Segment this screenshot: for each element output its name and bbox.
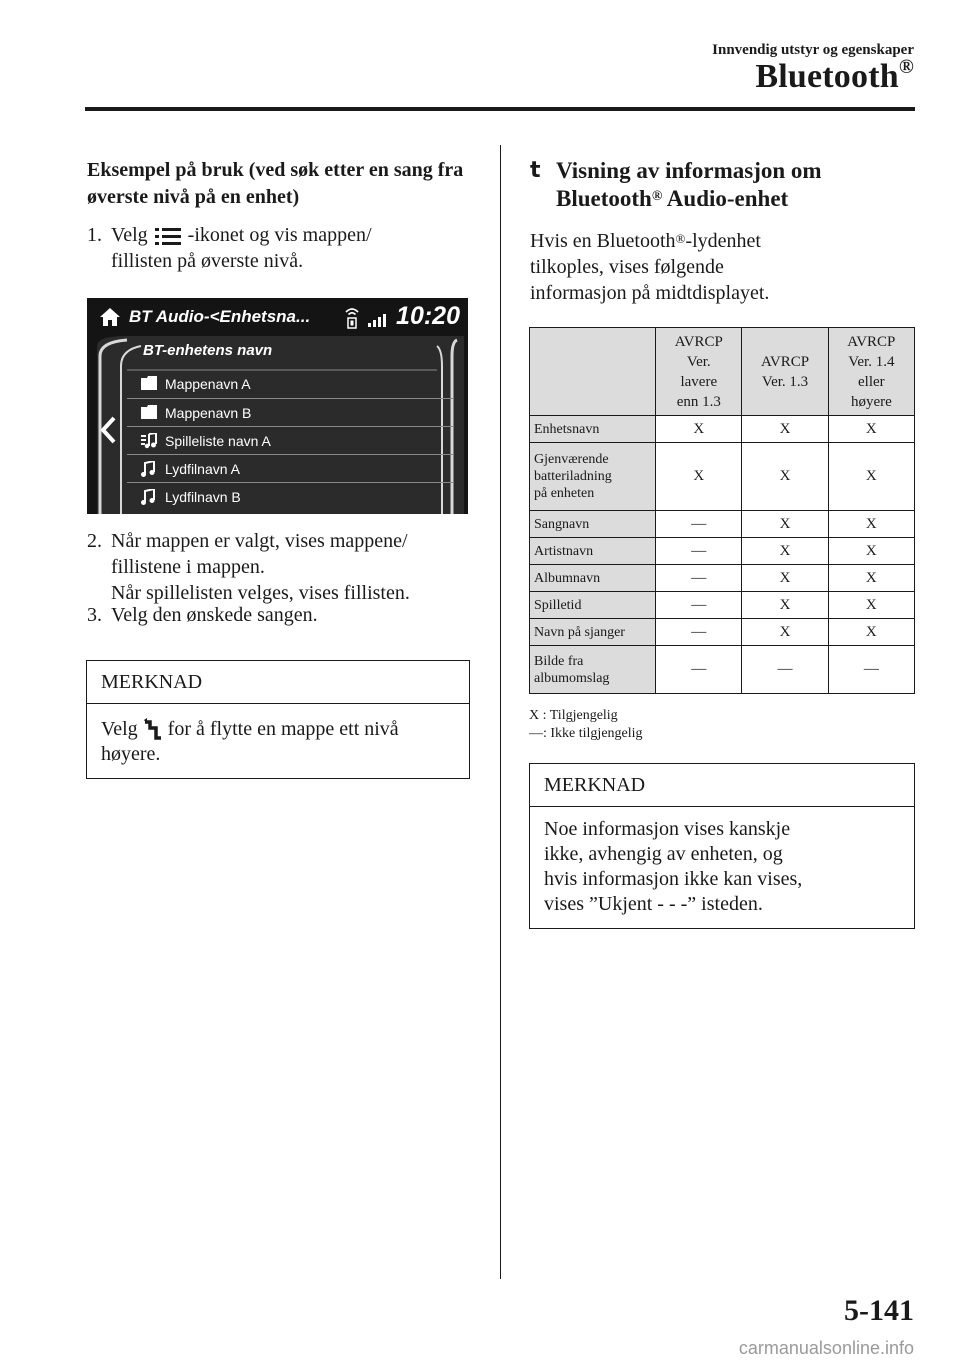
avrcp-compatibility-table xyxy=(529,327,915,694)
table-row: Enhetsnavn X X X xyxy=(530,416,915,443)
home-icon[interactable] xyxy=(99,307,121,327)
column-header: AVRCP Ver. lavere enn 1.3 xyxy=(656,328,742,416)
table-row: Artistnavn — X X xyxy=(530,538,915,565)
status-bar xyxy=(87,298,468,336)
list-item-folder-b[interactable]: Mappenavn B xyxy=(127,398,454,427)
bluetooth-audio-icon xyxy=(343,306,361,330)
playlist-icon xyxy=(141,433,157,449)
section-bullet: t xyxy=(530,158,541,183)
table-row: Spilletid — X X xyxy=(530,592,915,619)
table-legend: X : Tilgjengelig —: Ikke tilgjengelig xyxy=(529,708,643,741)
list-item-audio-b[interactable]: Lydfilnavn B xyxy=(127,482,454,511)
signal-strength-icon xyxy=(367,312,387,328)
list-item-audio-a[interactable]: Lydfilnavn A xyxy=(127,454,454,483)
header-rule xyxy=(85,107,915,111)
page-number: 5-141 xyxy=(844,1294,914,1327)
table-row: Bilde fra albumomslag — — — xyxy=(530,646,915,694)
note-box-left: MERKNAD Velg for å flytte en mappe ett nivå høyere. xyxy=(86,660,470,779)
step-3: 3. Velg den ønskede sangen. xyxy=(87,604,318,626)
example-title: Eksempel på bruk (ved søk etter en sang fra øverste nivå på en enhet) xyxy=(87,159,464,208)
screen-title: BT Audio-<Enhetsna... xyxy=(129,307,311,326)
step-2: 2. Når mappen er valgt, vises mappene/ fillistene i mappen. Når spillelisten velges, vises fillisten. xyxy=(87,530,410,604)
table-header-row xyxy=(530,328,915,416)
note-heading: MERKNAD xyxy=(101,671,203,693)
device-name-header: BT-enhetens navn xyxy=(143,342,273,359)
watermark: carmanualsonline.info xyxy=(738,1338,914,1358)
column-header: AVRCP Ver. 1.3 xyxy=(742,328,828,416)
section-title: Innvendig utstyr og egenskaper xyxy=(712,42,914,58)
folder-icon xyxy=(141,376,157,390)
folder-icon xyxy=(141,405,157,419)
up-level-icon xyxy=(143,718,163,742)
table-row: Albumnavn — X X xyxy=(530,565,915,592)
column-header: AVRCP Ver. 1.4 eller høyere xyxy=(828,328,914,416)
list-icon xyxy=(153,225,183,247)
list-item-playlist-a[interactable]: Spilleliste navn A xyxy=(127,426,454,455)
infotainment-screen xyxy=(87,298,468,514)
table-row: Sangnavn — X X xyxy=(530,511,915,538)
back-arrow-icon[interactable] xyxy=(99,416,117,444)
clock: 10:20 xyxy=(396,302,460,330)
table-row: Gjenværende batteriladning på enheten X X X xyxy=(530,443,915,511)
music-note-icon xyxy=(141,461,155,477)
list-item-folder-a[interactable]: Mappenavn A xyxy=(127,370,454,398)
music-note-icon xyxy=(141,489,155,505)
column-divider xyxy=(500,145,501,1279)
page-title: Bluetooth® xyxy=(755,56,914,95)
table-row: Navn på sjanger — X X xyxy=(530,619,915,646)
step-1: 1. Velg -ikonet og vis mappen/ fillisten på øverste nivå. xyxy=(87,224,372,272)
note-box-right: MERKNAD Noe informasjon vises kanskje ikke, avhengig av enheten, og hvis informasjon ikke kan vises, vises ”Ukjent - - -” isteden. xyxy=(529,763,915,929)
intro-paragraph: Hvis en Bluetooth®-lydenhet tilkoples, vises følgende informasjon på midtdisplayet. xyxy=(530,230,770,304)
note-heading: MERKNAD xyxy=(544,774,646,796)
